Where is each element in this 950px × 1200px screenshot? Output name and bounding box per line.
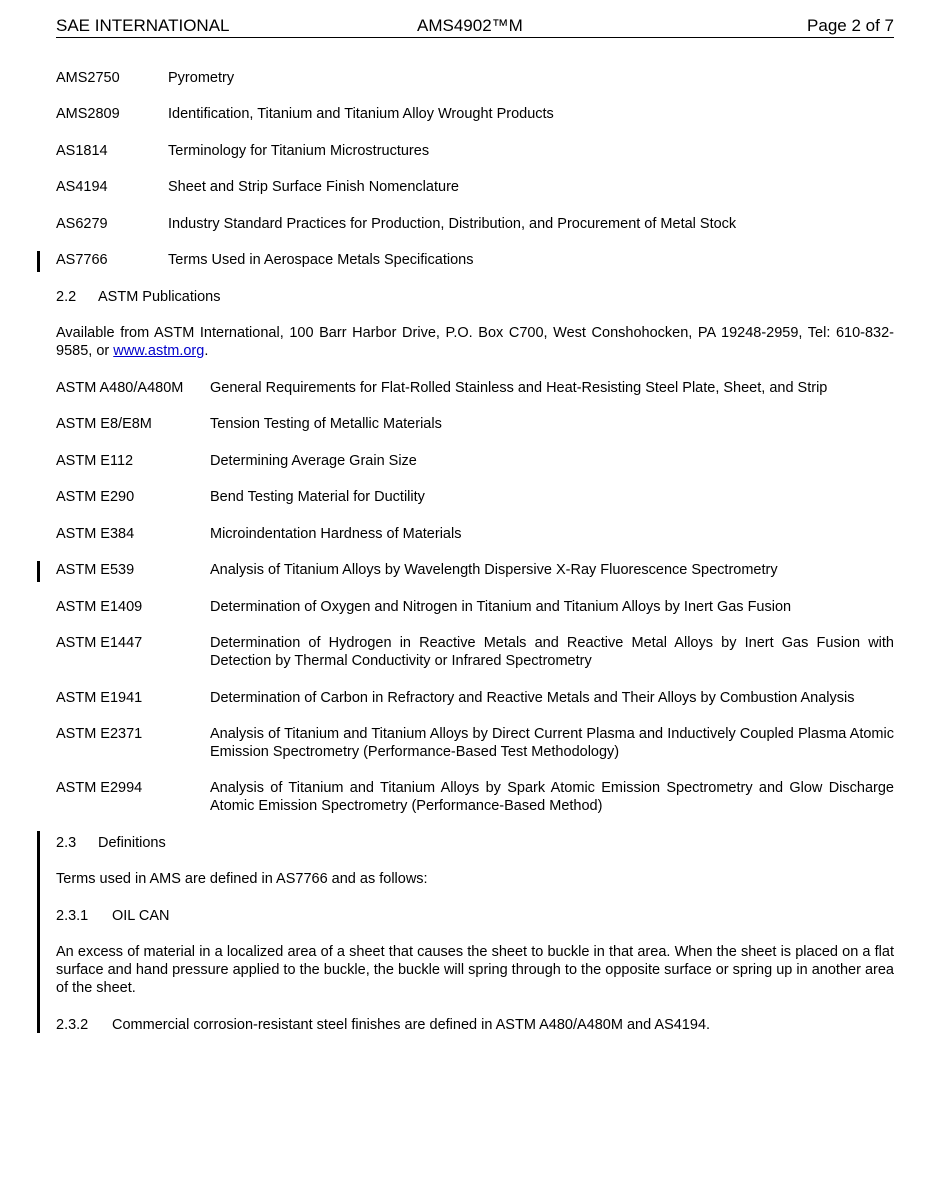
reference-title: Determining Average Grain Size [210, 453, 417, 469]
reference-title: Terminology for Titanium Microstructures [168, 143, 430, 159]
reference-title: Analysis of Titanium Alloys by Wavelength Dispersive X-Ray Fluorescence Spectrometry [210, 562, 778, 578]
reference-title: Determination of Oxygen and Nitrogen in Titanium and Titanium Alloys by Inert Gas Fusion [210, 599, 792, 615]
reference-code: ASTM E8/E8M [56, 416, 152, 432]
subsection-text: Commercial corrosion-resistant steel finishes are defined in ASTM A480/A480M and AS4194. [112, 1017, 711, 1033]
reference-code: ASTM E2371 [56, 726, 143, 742]
reference-title: Microindentation Hardness of Materials [210, 526, 462, 542]
reference-title: Identification, Titanium and Titanium Alloy Wrought Products [168, 106, 554, 122]
reference-title: Sheet and Strip Surface Finish Nomenclature [168, 179, 459, 195]
section-title: ASTM Publications [98, 289, 221, 305]
reference-code: ASTM E1409 [56, 599, 143, 615]
reference-title: General Requirements for Flat-Rolled Stainless and Heat-Resisting Steel Plate, Sheet, and Strip [210, 380, 828, 396]
subsection-number: 2.3.2 [56, 1017, 89, 1033]
availability-text: Available from ASTM International, 100 Barr Harbor Drive, P.O. Box C700, West Conshohocken, PA 19248-2959, Tel: 610-832-9585, or [56, 325, 894, 359]
section-number: 2.2 [56, 289, 77, 305]
reference-code: ASTM E384 [56, 526, 135, 542]
change-bar [37, 251, 40, 272]
page-header [56, 15, 894, 38]
reference-code: ASTM E1941 [56, 690, 143, 706]
section-number: 2.3 [56, 835, 77, 851]
reference-code: AS6279 [56, 216, 108, 232]
reference-code: ASTM A480/A480M [56, 380, 184, 396]
astm-website-link[interactable]: www.astm.org [113, 343, 205, 359]
reference-title: Bend Testing Material for Ductility [210, 489, 425, 505]
header-organization: SAE INTERNATIONAL [56, 16, 230, 35]
reference-code: AS4194 [56, 179, 108, 195]
reference-code: ASTM E2994 [56, 780, 143, 796]
reference-title: Determination of Carbon in Refractory and Reactive Metals and Their Alloys by Combustion Analysis [210, 690, 855, 706]
header-document-number: AMS4902™M [417, 16, 523, 35]
reference-title: Analysis of Titanium and Titanium Alloys by Spark Atomic Emission Spectrometry and Glow Discharge Atomic Emission Spectrometry (Performance-Based Method) [210, 780, 894, 814]
reference-title: Tension Testing of Metallic Materials [210, 416, 442, 432]
reference-code: ASTM E1447 [56, 635, 143, 651]
reference-code: ASTM E539 [56, 562, 135, 578]
header-page-number: Page 2 of 7 [807, 16, 894, 35]
reference-title: Terms Used in Aerospace Metals Specifications [168, 252, 474, 268]
reference-title: Analysis of Titanium and Titanium Alloys by Direct Current Plasma and Inductively Coupled Plasma Atomic Emission Spectrometry (Performance-Based Test Methodology) [210, 726, 894, 760]
section-title: Definitions [98, 835, 166, 851]
reference-code: AS1814 [56, 143, 108, 159]
change-bar [37, 831, 40, 1033]
availability-paragraph [56, 324, 894, 360]
reference-title: Determination of Hydrogen in Reactive Metals and Reactive Metal Alloys by Inert Gas Fusion with Detection by Thermal Conductivity or Infrared Spectrometry [210, 635, 894, 669]
reference-code: ASTM E290 [56, 489, 135, 505]
subsection-number: 2.3.1 [56, 908, 89, 924]
reference-code: AMS2750 [56, 70, 120, 86]
reference-code: AMS2809 [56, 106, 120, 122]
change-bar [37, 561, 40, 582]
reference-code: AS7766 [56, 252, 108, 268]
oil-can-definition: An excess of material in a localized area of a sheet that causes the sheet to buckle in that area. When the sheet is placed on a flat surface and hand pressure applied to the buckle, the buckle will spring through to the opposite surface or spring up in another area of the sheet. [56, 944, 894, 996]
reference-title: Industry Standard Practices for Production, Distribution, and Procurement of Metal Stock [168, 216, 737, 232]
definitions-intro: Terms used in AMS are defined in AS7766 and as follows: [56, 871, 428, 887]
subsection-title: OIL CAN [112, 908, 170, 924]
reference-code: ASTM E112 [56, 453, 134, 469]
availability-period: . [204, 343, 209, 359]
reference-title: Pyrometry [168, 70, 235, 86]
